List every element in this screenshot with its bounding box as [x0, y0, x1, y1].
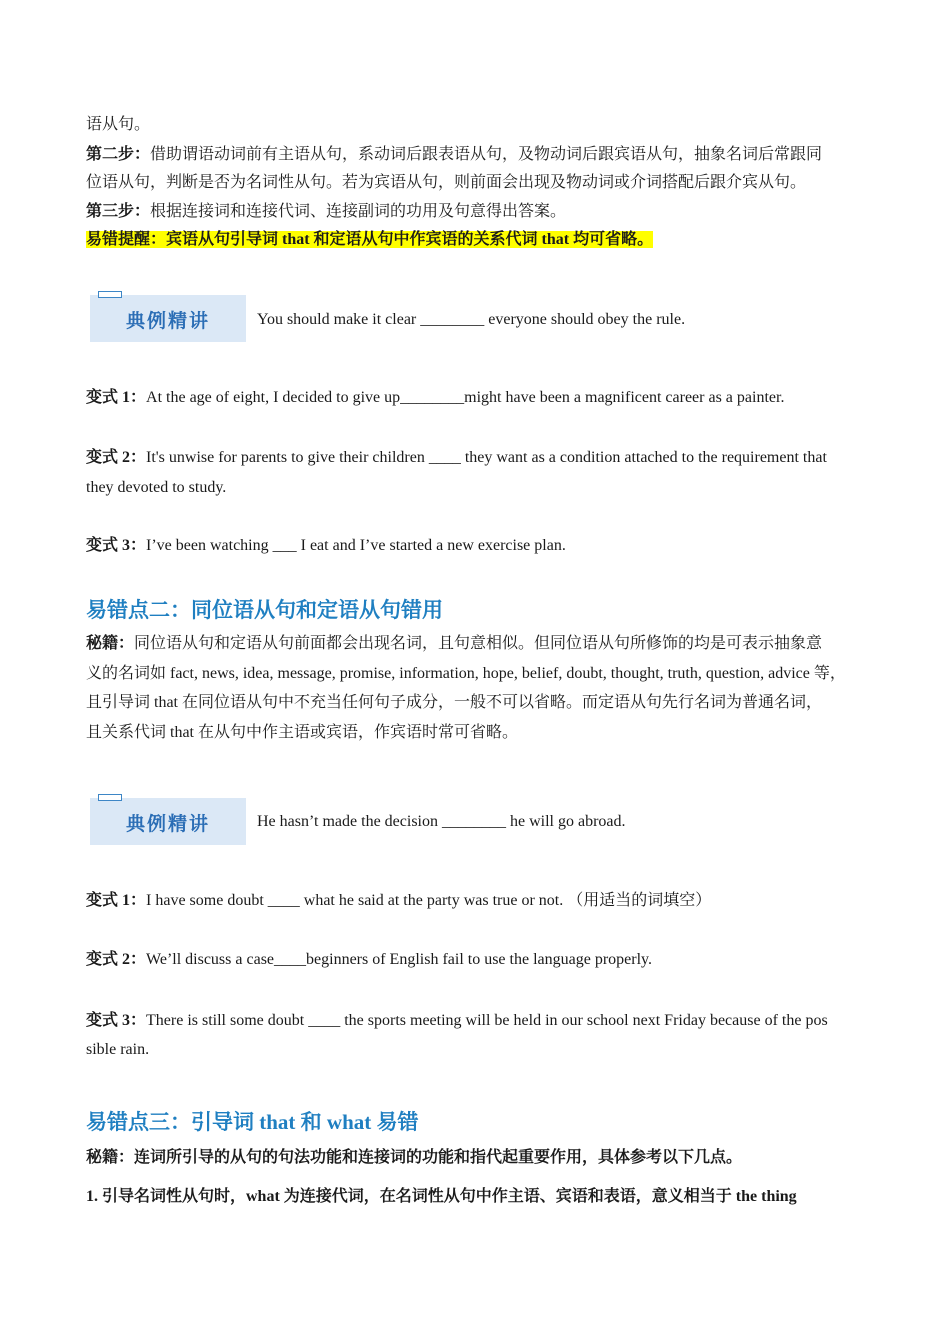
- variant-text: At the age of eight, I decided to give up________might have been a magnificent career as a painter.: [146, 389, 785, 406]
- example1-variant3: [86, 536, 876, 556]
- example2-sentence: He hasn’t made the decision ________ he will go abroad.: [257, 813, 626, 830]
- section3-heading: 易错点三：引导词 that 和 what 易错: [86, 1110, 419, 1134]
- tip-text: 同位语从句和定语从句前面都会出现名词，且句意相似。但同位语从句所修饰的均是可表示抽象意: [134, 635, 823, 652]
- step2-text: 借助谓语动词前有主语从句，系动词后跟表语从句，及物动词后跟宾语从句，抽象名词后常跟同: [150, 146, 823, 163]
- tip-label: 秘籍：: [86, 635, 135, 652]
- badge-label: 典例精讲: [125, 813, 210, 835]
- variant-label: 变式 2：: [86, 951, 147, 968]
- example2-variant2: [86, 950, 876, 970]
- variant-text: It's unwise for parents to give their children ____ they want as a condition attached to the requirement that: [146, 449, 827, 466]
- step2-continuation: 位语从句，判断是否为名词性从句。若为宾语从句，则前面会出现及物动词或介词搭配后跟介宾从句。: [86, 174, 807, 191]
- section2-tip-line2: 义的名词如 fact, news, idea, message, promise, information, hope, belief, doubt, thought, truth, question, advice 等，: [86, 665, 846, 682]
- section3-point1: 1. 引导名词性从句时，what 为连接代词，在名词性从句中作主语、宾语和表语，意义相当于 the thing: [86, 1188, 797, 1205]
- variant-label: 变式 3：: [86, 1012, 147, 1029]
- section2-tip-line1: [86, 634, 876, 654]
- step3-paragraph: [86, 202, 876, 222]
- section3-tip: 秘籍：连词所引导的从句的句法功能和连接词的功能和指代起重要作用，具体参考以下几点。: [86, 1149, 743, 1166]
- variant-label: 变式 1：: [86, 892, 147, 909]
- warning-highlight: 易错提醒：宾语从句引导词 that 和定语从句中作宾语的关系代词 that 均可省略。: [86, 231, 654, 248]
- badge-tab: [98, 291, 122, 298]
- example2-variant3-cont: sible rain.: [86, 1041, 150, 1058]
- variant-text: I’ve been watching ___ I eat and I’ve started a new exercise plan.: [146, 537, 566, 554]
- section2-heading: 易错点二：同位语从句和定语从句错用: [86, 598, 443, 622]
- example1-variant1: [86, 388, 876, 408]
- warning-line: [86, 230, 876, 250]
- example2-variant3: [86, 1011, 876, 1031]
- intro-line: 语从句。: [86, 116, 151, 133]
- variant-text: There is still some doubt ____ the sports meeting will be held in our school next Friday because of the pos: [146, 1012, 828, 1029]
- step2-label: 第二步：: [86, 146, 151, 163]
- section2-tip-line4: 且关系代词 that 在从句中作主语或宾语，作宾语时常可省略。: [86, 724, 518, 741]
- badge-label: 典例精讲: [125, 310, 210, 332]
- example1-sentence: You should make it clear ________ everyone should obey the rule.: [257, 311, 686, 328]
- step3-text: 根据连接词和连接代词、连接副词的功用及句意得出答案。: [150, 203, 567, 220]
- variant-label: 变式 1：: [86, 389, 147, 406]
- example1-variant2: [86, 448, 876, 468]
- section2-tip-line3: 且引导词 that 在同位语从句中不充当任何句子成分，一般不可以省略。而定语从句先行名词为普通名词，: [86, 694, 822, 711]
- example1-variant2-cont: they devoted to study.: [86, 479, 227, 496]
- step3-label: 第三步：: [86, 203, 151, 220]
- example2-variant1: [86, 891, 876, 911]
- badge-tab: [98, 794, 122, 801]
- variant-label: 变式 2：: [86, 449, 147, 466]
- example-badge: [90, 295, 246, 342]
- example-badge: [90, 798, 246, 845]
- variant-text: I have some doubt ____ what he said at the party was true or not. （用适当的词填空）: [146, 892, 712, 909]
- variant-text: We’ll discuss a case____beginners of English fail to use the language properly.: [146, 951, 652, 968]
- step2-paragraph: [86, 145, 876, 165]
- variant-label: 变式 3：: [86, 537, 147, 554]
